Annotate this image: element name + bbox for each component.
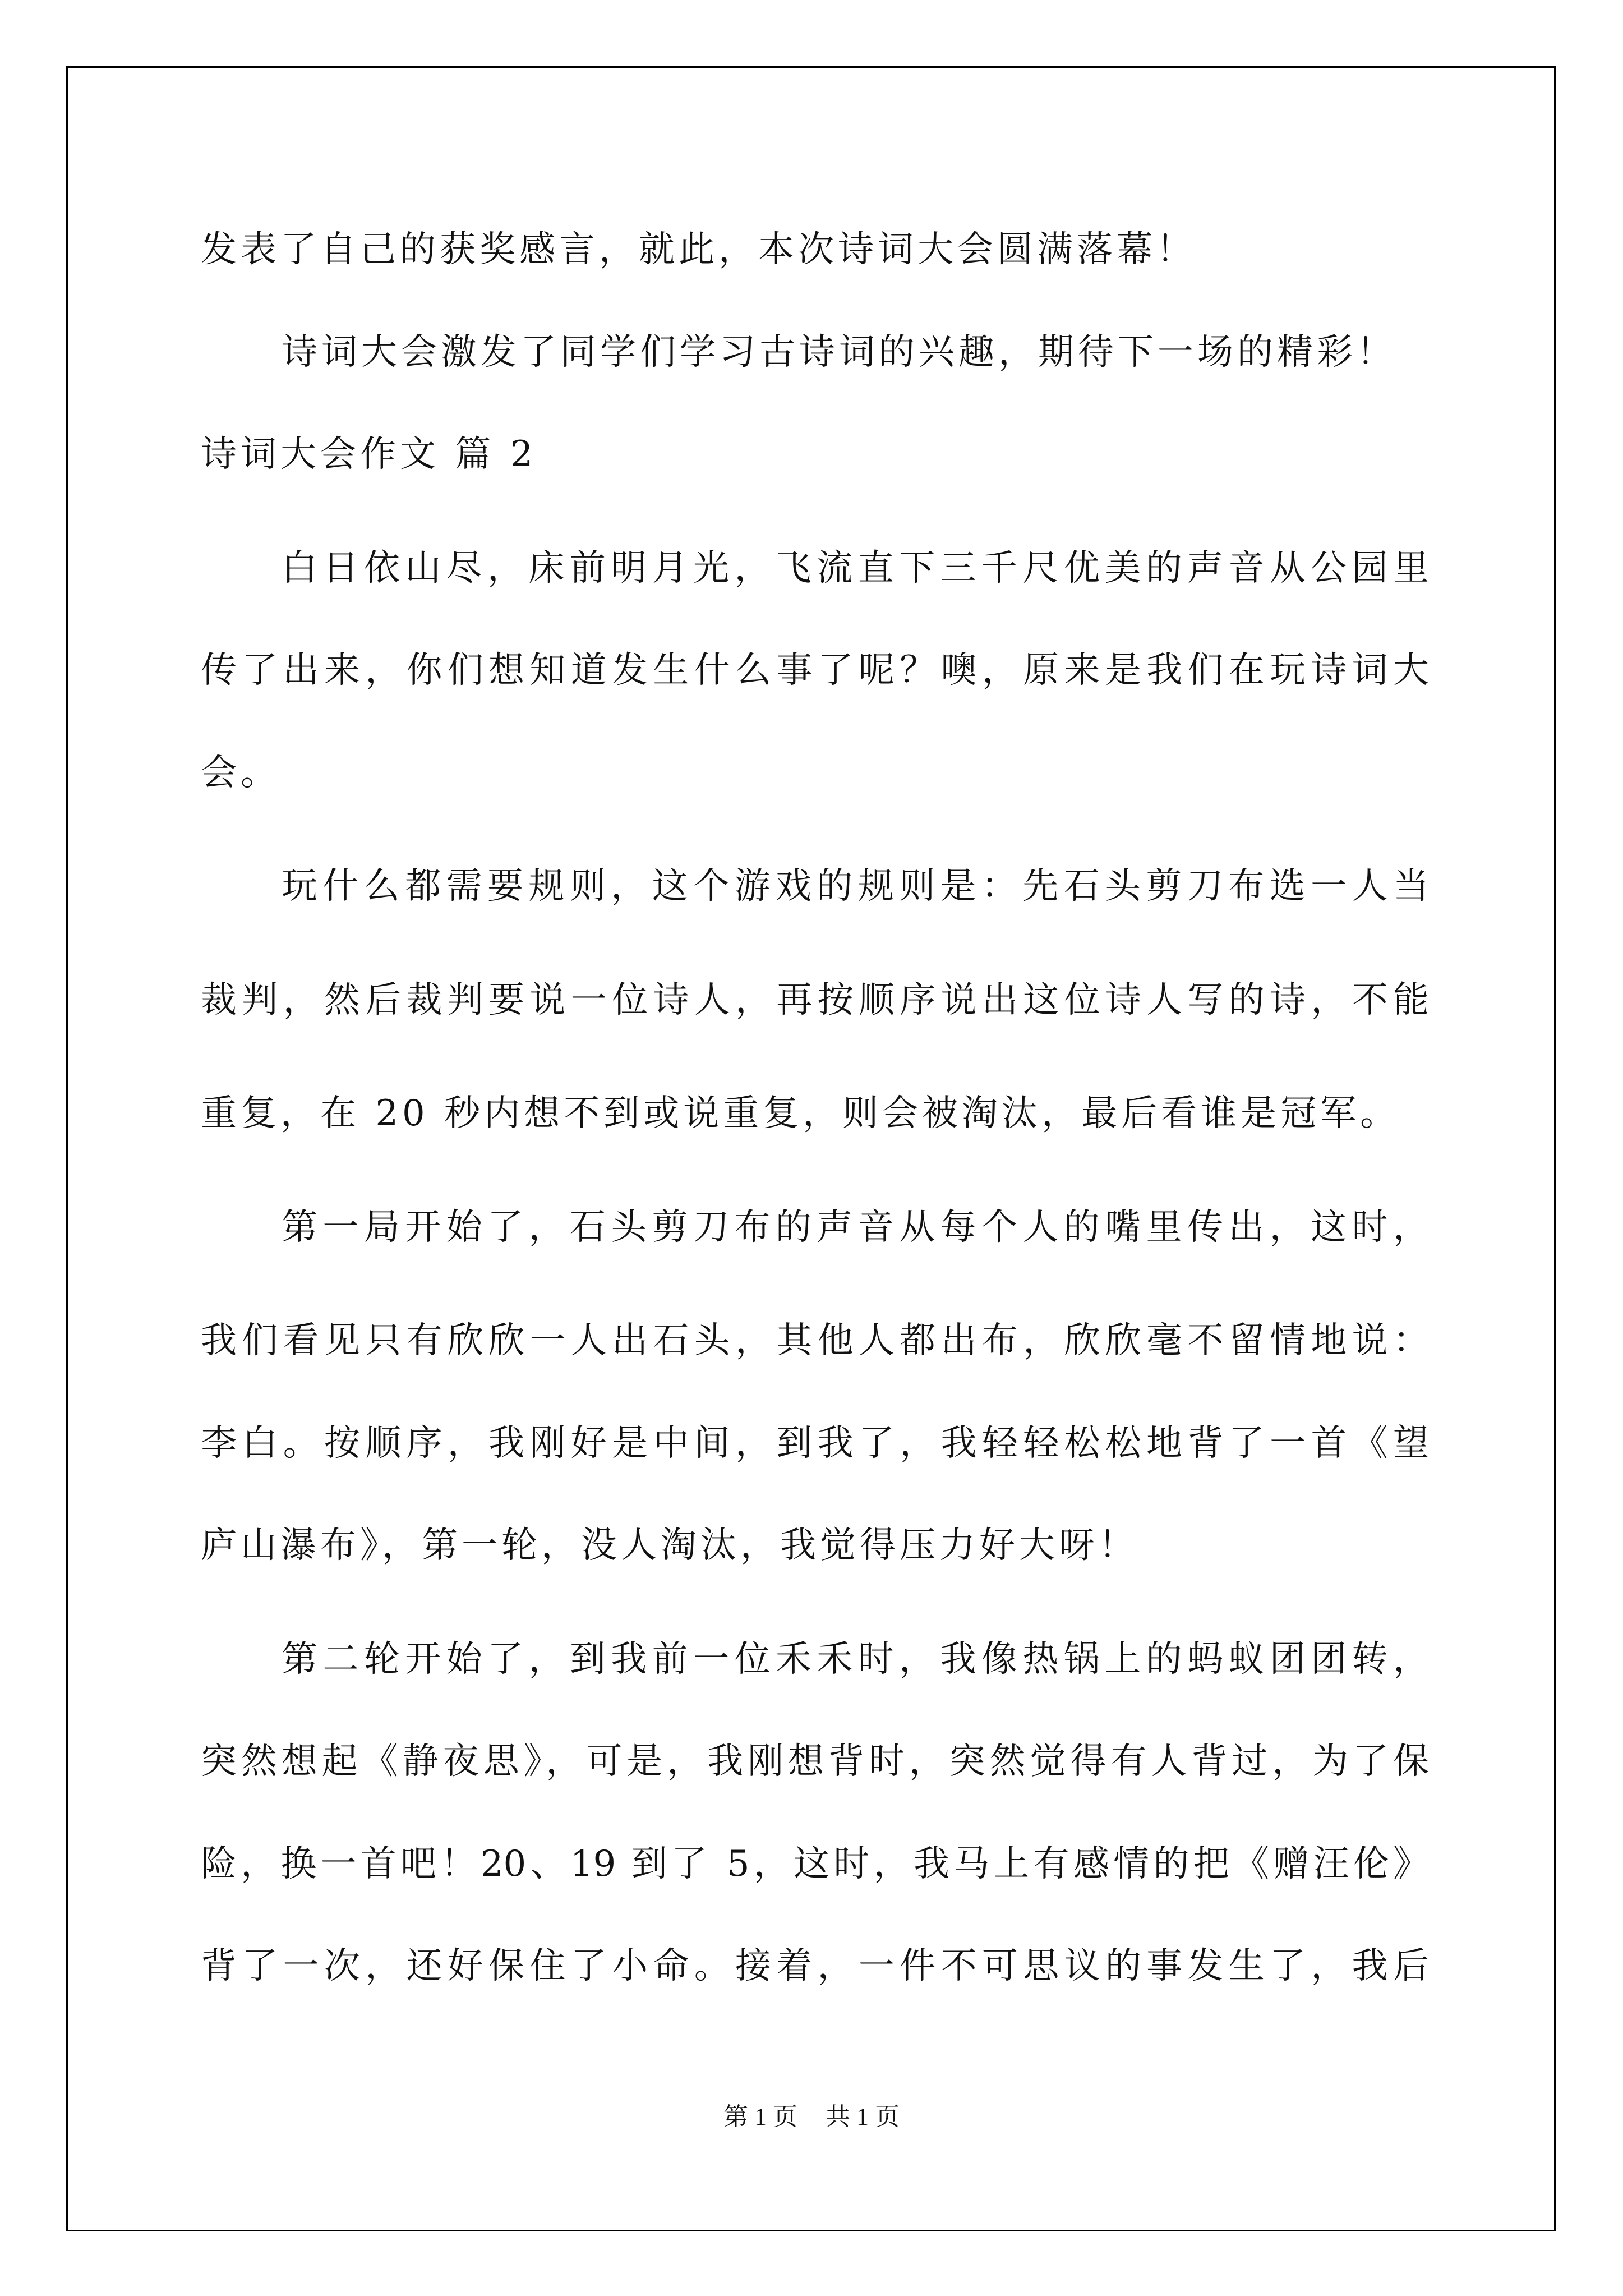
body-line: 第一局开始了，石头剪刀布的声音从每个人的嘴里传出，这时， xyxy=(282,1207,1429,1248)
page-border xyxy=(66,66,1556,2231)
page-total: 共 1 页 xyxy=(826,2103,900,2131)
body-line: 重复，在 20 秒内想不到或说重复，则会被淘汰，最后看谁是冠军。 xyxy=(201,1093,1400,1134)
body-line: 庐山瀑布》，第一轮，没人淘汰，我觉得压力好大呀！ xyxy=(201,1525,1138,1566)
body-line: 发表了自己的获奖感言，就此，本次诗词大会圆满落幕！ xyxy=(201,229,1196,270)
body-line: 诗词大会激发了同学们学习古诗词的兴趣，期待下一场的精彩！ xyxy=(282,332,1396,373)
page-footer xyxy=(0,2100,1623,2134)
body-line: 突然想起《静夜思》，可是，我刚想背时，突然觉得有人背过，为了保 xyxy=(201,1741,1429,1782)
body-line: 我们看见只有欣欣一人出石头，其他人都出布，欣欣毫不留情地说： xyxy=(201,1320,1429,1361)
body-line: 会。 xyxy=(201,752,280,794)
body-line: 玩什么都需要规则，这个游戏的规则是：先石头剪刀布选一人当 xyxy=(282,866,1429,907)
body-line: 险，换一首吧！20、19 到了 5，这时，我马上有感情的把《赠汪伦》 xyxy=(201,1843,1429,1885)
body-line: 李白。按顺序，我刚好是中间，到我了，我轻轻松松地背了一首《望 xyxy=(201,1423,1429,1464)
page-number: 第 1 页 xyxy=(723,2103,797,2131)
body-line: 裁判，然后裁判要说一位诗人，再按顺序说出这位诗人写的诗，不能 xyxy=(201,979,1429,1021)
body-line: 传了出来，你们想知道发生什么事了呢？噢，原来是我们在玩诗词大 xyxy=(201,650,1429,691)
section-heading: 诗词大会作文 篇 2 xyxy=(201,434,537,475)
body-line: 白日依山尽，床前明月光，飞流直下三千尺优美的声音从公园里 xyxy=(282,547,1429,589)
body-line: 背了一次，还好保住了小命。接着，一件不可思议的事发生了，我后 xyxy=(201,1945,1429,1987)
body-line: 第二轮开始了，到我前一位禾禾时，我像热锅上的蚂蚁团团转， xyxy=(282,1639,1429,1680)
